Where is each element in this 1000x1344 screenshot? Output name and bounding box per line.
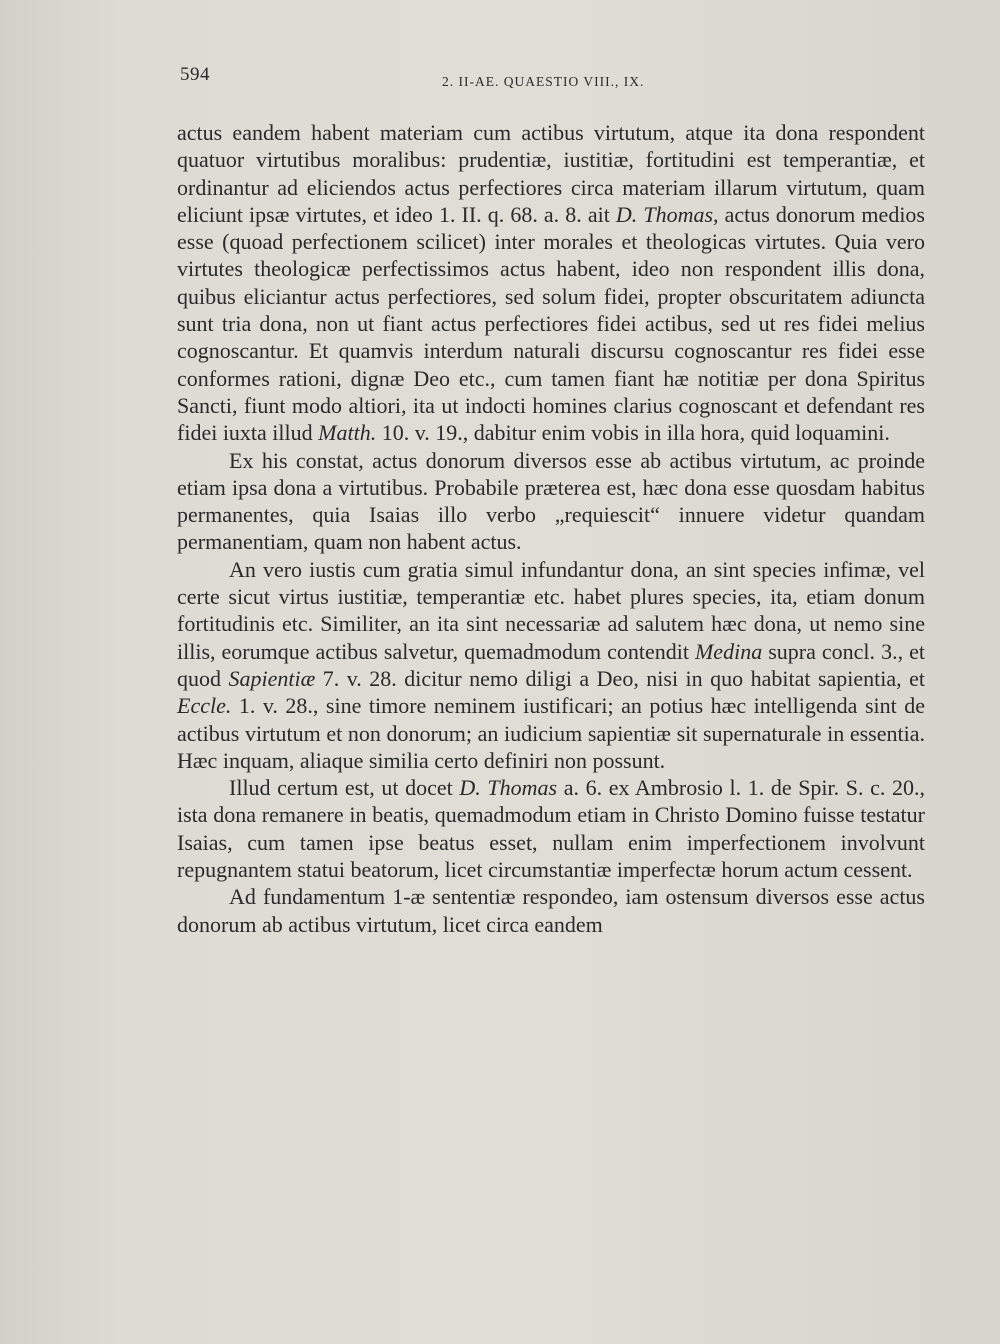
- page-number: 594: [180, 64, 210, 85]
- paragraph: [177, 119, 925, 447]
- paragraph: [177, 447, 925, 556]
- text-run: actus eandem habent materiam cum actibus virtutum, atque ita dona respondent quatuor virtutibus moralibus: prudentiæ, iustitiæ, fortitudini est temperantiæ, et ordinantur ad eliciendos actus perfectiores circa materiam illarum virtutum, quam eliciunt ipsæ virtutes, et ideo 1. II. q. 68. a. 8. ait: [177, 120, 925, 227]
- text-run: 1. v. 28., sine timore neminem iustificari; an potius hæc intelligenda sint de actibus virtutum et non donorum; an iudicium sapientiæ sit supernaturale in essentia. Hæc inquam, aliaque similia certo definiri non possunt.: [177, 693, 925, 773]
- text-run: 7. v. 28. dicitur nemo diligi a Deo, nisi in quo habitat sapientia, et: [315, 665, 926, 691]
- page-header: [180, 64, 920, 94]
- text-run: Ex his constat, actus donorum diversos esse ab actibus virtutum, ac proinde etiam ipsa dona a virtutibus. Probabile præterea est, hæc dona esse quosdam habitus permanentes, quia Isaias illo verbo „requiescit“ innuere videtur quandam permanentiam, quam non habent actus.: [177, 447, 925, 555]
- italic-citation: D. Thomas: [459, 775, 558, 801]
- running-head: 2. II-AE. QUAESTIO VIII., IX.: [442, 74, 645, 89]
- italic-citation: Medina: [694, 638, 763, 664]
- text-run: actus donorum medios esse (quoad perfectionem scilicet) inter morales et theologicas virtutes. Quia vero virtutes theologicæ perfectissimos actus habent, ideo non respondent illis dona, quibus eliciantur actus perfectiores, sed solum fidei, propter obscuritatem adiuncta sunt tria dona, non ut fiant actus perfectiores fidei actibus, sed ut res fidei melius cognoscantur. Et quamvis interdum naturali discursu cognoscantur res fidei esse conformes rationi, dignæ Deo etc., cum tamen fiant hæ notitiæ per dona Spiritus Sancti, fiunt modo altiori, ita ut indocti homines clarius cognoscant et defendant res fidei iuxta illud: [177, 201, 925, 446]
- italic-citation: Matth.: [318, 420, 377, 446]
- text-run: 10. v. 19., dabitur enim vobis in illa hora, quid loquamini.: [376, 420, 890, 446]
- italic-citation: D. Thomas,: [615, 201, 719, 227]
- text-run: Illud certum est, ut docet: [229, 775, 460, 801]
- paragraph: [177, 556, 925, 774]
- paragraph: [177, 883, 925, 938]
- body-text: [177, 119, 925, 938]
- text-run: Ad fundamentum 1-æ sententiæ respondeo, iam ostensum diversos esse actus donorum ab actibus virtutum, licet circa eandem: [177, 884, 925, 937]
- italic-citation: Eccle.: [177, 693, 232, 719]
- italic-citation: Sapientiæ: [228, 665, 316, 691]
- text-run: a. 6. ex Ambrosio l. 1. de Spir. S. c. 20., ista dona remanere in beatis, quemadmodum etiam in Christo Domino fuisse testatur Isaias, cum tamen ipse beatus esset, nullam enim imperfectionem involvunt repugnantem statui beatorum, licet circumstantiæ imperfectæ horum actum cessent.: [177, 775, 925, 883]
- text-run: supra concl. 3., et quod: [177, 638, 925, 691]
- paragraph: [177, 774, 925, 883]
- text-run: An vero iustis cum gratia simul infundantur dona, an sint species infimæ, vel certe sicut virtus iustitiæ, temperantiæ etc. habet plures species, ita, etiam donum fortitudinis etc. Similiter, an ita sint necessariæ ad salutem hæc dona, ut nemo sine illis, eorumque actibus salvetur, quemadmodum contendit: [177, 556, 925, 664]
